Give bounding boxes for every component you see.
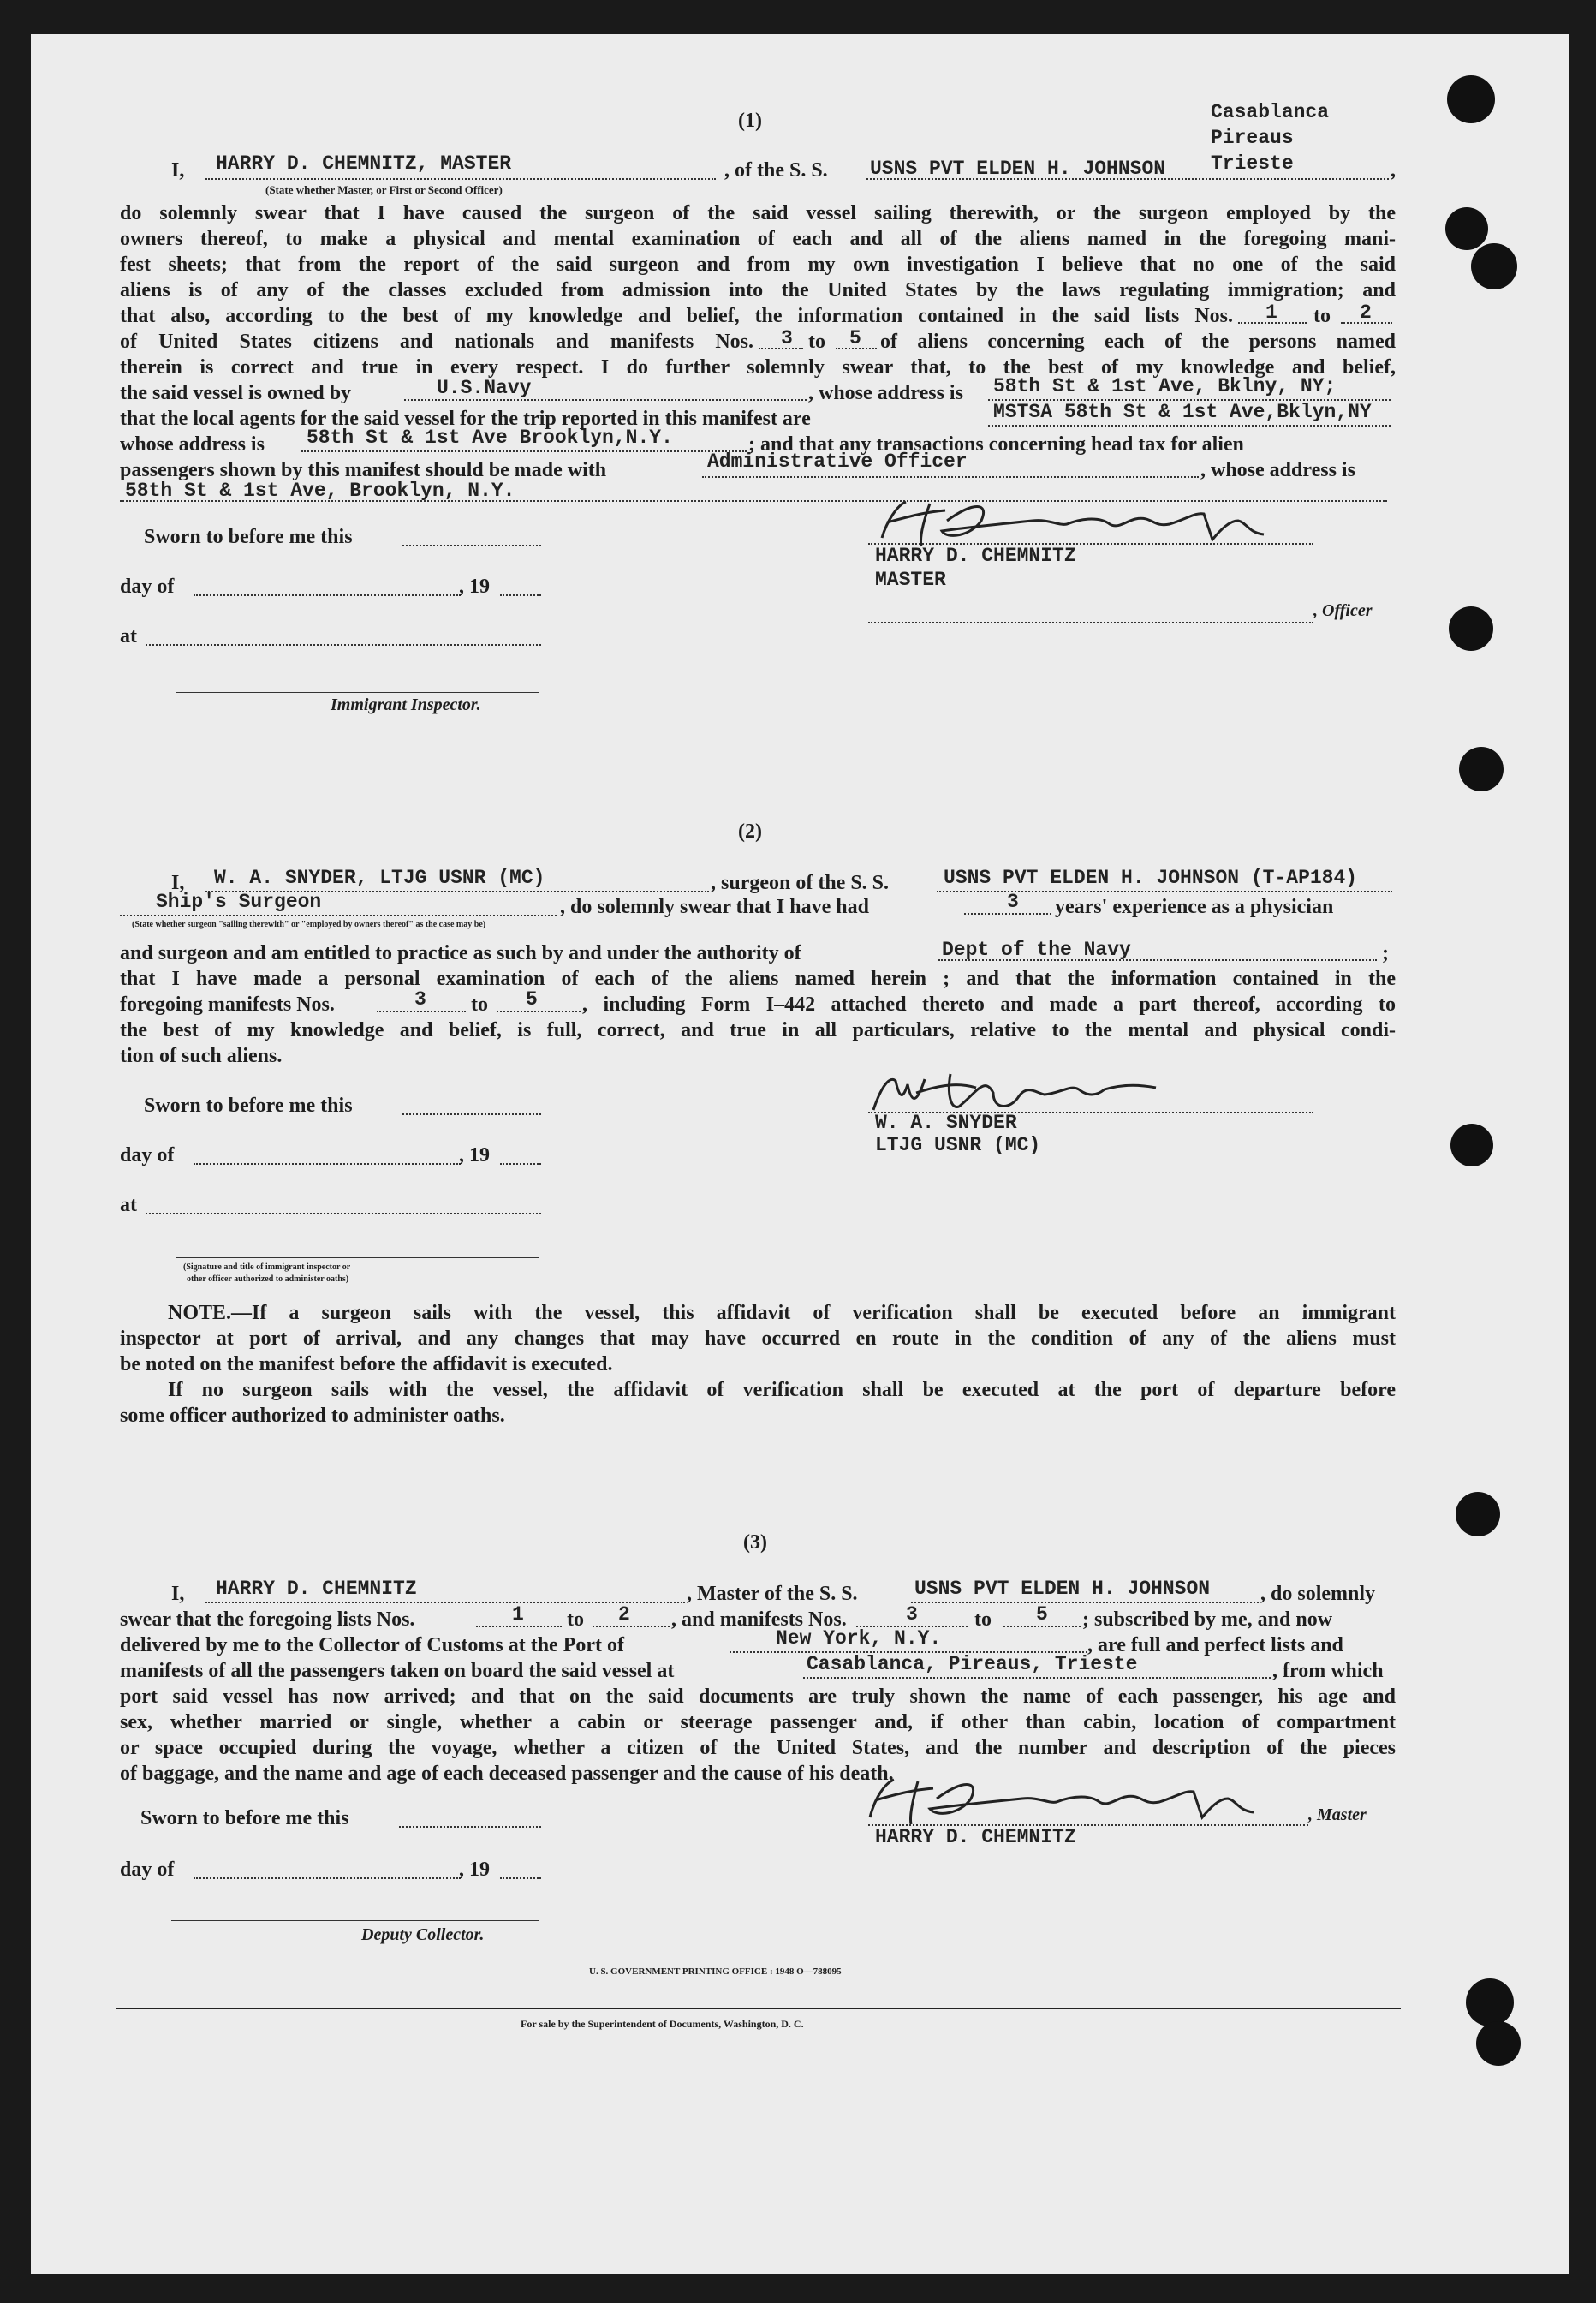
signature-line (171, 1920, 539, 1921)
fill-line (120, 915, 557, 916)
vessel-owner: U.S.Navy (437, 377, 532, 399)
text-label: to (1313, 305, 1331, 327)
text-label: to (808, 331, 825, 353)
body-line: that also, according to the best of my knowledge and belief, the information contained in the said lists Nos. (120, 305, 1233, 327)
fill-line (1003, 1626, 1081, 1627)
officer-address: 58th St & 1st Ave, Brooklyn, N.Y. (125, 480, 515, 502)
body-line: do solemnly swear that I have caused the surgeon of the said vessel sailing therewith, or the surgeon employed by the (120, 202, 1396, 224)
fill-line (964, 913, 1051, 915)
port-item: Casablanca (1211, 101, 1330, 123)
text-label: , do solemnly (1260, 1583, 1376, 1605)
text-label: , (1391, 159, 1396, 182)
years-experience: 3 (1007, 891, 1019, 913)
punch-hole (1449, 606, 1493, 651)
text-label: I, (171, 872, 185, 894)
text-label: delivered by me to the Collector of Customs at the Port of (120, 1634, 624, 1656)
text-label: to (471, 993, 488, 1016)
text-label: , do solemnly swear that I have had (560, 896, 869, 918)
list-to: 2 (1360, 301, 1372, 324)
body-line: of United States citizens and nationals and manifests Nos. (120, 331, 753, 353)
punch-hole (1456, 1492, 1500, 1536)
text-label: to (974, 1608, 992, 1631)
at-label: at (120, 1194, 137, 1216)
text-label: , from which (1272, 1660, 1384, 1682)
text-label: years' experience as a physician (1055, 896, 1334, 918)
port-item: Pireaus (1211, 127, 1294, 149)
note-line: inspector at port of arrival, and any changes that may have occurred en route in the condition of any of the aliens must (120, 1328, 1396, 1350)
sale-line: For sale by the Superintendent of Documents, Washington, D. C. (521, 2018, 804, 2030)
signer-title: LTJG USNR (MC) (875, 1134, 1041, 1156)
punch-hole (1476, 2021, 1521, 2066)
text-label: , are full and perfect lists and (1087, 1634, 1343, 1656)
field-caption: other officer authorized to administer oaths) (187, 1274, 349, 1284)
signer-title: MASTER (875, 569, 946, 591)
signer-name: HARRY D. CHEMNITZ (875, 545, 1076, 567)
signer-name: HARRY D. CHEMNITZ (875, 1826, 1076, 1848)
text-label: ; subscribed by me, and now (1082, 1608, 1333, 1631)
gpo-line: U. S. GOVERNMENT PRINTING OFFICE : 1948 O—788095 (589, 1966, 842, 1977)
list-from: 1 (1265, 301, 1277, 324)
year-label: , 19 (459, 1859, 490, 1881)
field-caption: (State whether Master, or First or Second Officer) (265, 183, 503, 196)
text-label: , whose address is (1200, 459, 1355, 481)
fill-line (937, 891, 1392, 892)
body-line: owners thereof, to make a physical and mental examination of each and all of the aliens named in the foregoing mani- (120, 228, 1396, 250)
text-label: and surgeon and am entitled to practice as such by and under the authority of (120, 942, 801, 964)
list-to: 2 (618, 1603, 630, 1626)
vessel-name: USNS PVT ELDEN H. JOHNSON (914, 1578, 1211, 1600)
fill-line (205, 1602, 685, 1603)
sworn-label: Sworn to before me this (144, 526, 353, 548)
text-label: whose address is (120, 433, 265, 456)
body-line: , including Form I–442 attached thereto and made a part thereof, according to (582, 993, 1396, 1016)
master-name: HARRY D. CHEMNITZ, MASTER (216, 152, 512, 175)
text-label: I, (171, 159, 185, 182)
master-name: HARRY D. CHEMNITZ (216, 1578, 417, 1600)
body-line: therein is correct and true in every respect. I do further solemnly swear that, to the best of my knowledge and belief, (120, 356, 1396, 379)
officer-label: , Officer (1313, 601, 1373, 620)
body-line: that I have made a personal examination of each of the aliens named herein ; and that the information contained in the (120, 968, 1396, 990)
body-line: aliens is of any of the classes excluded from admission into the United States by the laws regulating immigration; and (120, 279, 1396, 301)
body-line: tion of such aliens. (120, 1045, 283, 1067)
body-line: port said vessel has now arrived; and that on the said documents are truly shown the name of each passenger, his age and (120, 1685, 1396, 1708)
fill-line (377, 1011, 466, 1012)
text-label: foregoing manifests Nos. (120, 993, 335, 1016)
punch-hole (1450, 1124, 1493, 1166)
section-number: (1) (738, 110, 762, 132)
fill-line (500, 1877, 541, 1879)
signer-name: W. A. SNYDER (875, 1112, 1017, 1134)
fill-line (702, 476, 1199, 478)
text-label: that the local agents for the said vessel for the trip reported in this manifest are (120, 408, 811, 430)
head-tax-officer: Administrative Officer (707, 450, 968, 473)
fill-line (402, 545, 541, 546)
text-label: swear that the foregoing lists Nos. (120, 1608, 415, 1631)
fill-line (399, 1826, 541, 1828)
fill-line (194, 1877, 461, 1879)
note-line: NOTE.—If a surgeon sails with the vessel, this affidavit of verification shall be executed before an immigrant (168, 1302, 1396, 1324)
manifest-from: 3 (906, 1603, 918, 1626)
text-label: the said vessel is owned by (120, 382, 352, 404)
fill-line (205, 178, 716, 180)
body-line: fest sheets; that from the report of the said surgeon and from my own investigation I believe that no one of the said (120, 254, 1396, 276)
agent-address: 58th St & 1st Ave Brooklyn,N.Y. (307, 427, 673, 449)
fill-line (803, 1677, 1271, 1679)
signature-line (176, 1257, 539, 1258)
signature-line (176, 692, 539, 693)
fill-line (500, 1163, 541, 1165)
fill-line (146, 1213, 541, 1214)
punch-hole (1471, 243, 1517, 289)
fill-line (476, 1626, 562, 1627)
list-from: 1 (512, 1603, 524, 1626)
fill-line (593, 1626, 670, 1627)
authority: Dept of the Navy (942, 939, 1131, 961)
vessel-name: USNS PVT ELDEN H. JOHNSON (870, 158, 1166, 180)
fill-line (497, 1011, 581, 1012)
field-caption: (Signature and title of immigrant inspector or (183, 1262, 351, 1272)
sworn-label: Sworn to before me this (140, 1807, 349, 1829)
punch-hole (1447, 75, 1495, 123)
sworn-label: Sworn to before me this (144, 1095, 353, 1117)
section-number: (3) (743, 1531, 767, 1554)
text-label: , Master of the S. S. (687, 1583, 858, 1605)
text-label: passengers shown by this manifest should be made with (120, 459, 607, 481)
port-of-arrival: New York, N.Y. (776, 1627, 942, 1650)
year-label: , 19 (459, 1144, 490, 1166)
body-line: sex, whether married or single, whether a cabin or steerage passenger and, if other than cabin, location of compartment (120, 1711, 1396, 1733)
punch-hole (1445, 207, 1488, 250)
text-label: ; (1382, 942, 1389, 964)
text-label: ; and that any transactions concerning head tax for alien (748, 433, 1244, 456)
text-label: to (567, 1608, 584, 1631)
vessel-name: USNS PVT ELDEN H. JOHNSON (T-AP184) (944, 867, 1358, 889)
text-label: , of the S. S. (724, 159, 828, 182)
section-number: (2) (738, 820, 762, 843)
collector-caption: Deputy Collector. (361, 1925, 485, 1944)
owner-address: 58th St & 1st Ave, Bklny, NY; (993, 375, 1337, 397)
fill-line (194, 594, 461, 596)
manifest-from: 3 (781, 327, 793, 349)
fill-line (194, 1163, 461, 1165)
manifest-from: 3 (414, 988, 426, 1011)
body-line: or space occupied during the voyage, whether a citizen of the United States, and the number and description of the pieces (120, 1737, 1396, 1759)
fill-line (868, 622, 1313, 623)
local-agents: MSTSA 58th St & 1st Ave,Bklyn,NY (993, 401, 1372, 423)
fill-line (146, 644, 541, 646)
fill-line (500, 594, 541, 596)
fill-line (911, 1602, 1259, 1603)
departure-ports: Casablanca, Pireaus, Trieste (807, 1653, 1138, 1675)
fill-line (988, 425, 1391, 427)
fill-line (301, 450, 747, 452)
day-label: day of (120, 1144, 175, 1166)
day-label: day of (120, 576, 175, 598)
note-line: some officer authorized to administer oaths. (120, 1405, 505, 1427)
at-label: at (120, 625, 137, 647)
text-label: , surgeon of the S. S. (711, 872, 890, 894)
year-label: , 19 (459, 576, 490, 598)
fill-line (404, 399, 807, 401)
manifest-to: 5 (1036, 1603, 1048, 1626)
note-line: If no surgeon sails with the vessel, the affidavit of verification shall be executed at the port of departure before (168, 1379, 1396, 1401)
fill-line (402, 1113, 541, 1115)
inspector-caption: Immigrant Inspector. (331, 695, 481, 714)
body-line: of aliens concerning each of the persons named (880, 331, 1396, 353)
note-line: be noted on the manifest before the affidavit is executed. (120, 1353, 613, 1375)
port-item: Trieste (1211, 152, 1294, 175)
manifest-to: 5 (849, 327, 861, 349)
day-label: day of (120, 1859, 175, 1881)
surgeon-type: Ship's Surgeon (156, 891, 322, 913)
master-label: , Master (1308, 1805, 1367, 1824)
text-label: , and manifests Nos. (671, 1608, 847, 1631)
body-line: of baggage, and the name and age of each deceased passenger and the cause of his death. (120, 1763, 894, 1785)
field-caption: (State whether surgeon "sailing therewith" or "employed by owners thereof" as the case may be) (132, 920, 486, 929)
body-line: the best of my knowledge and belief, is full, correct, and true in all particulars, relative to the mental and physical condi- (120, 1019, 1396, 1041)
surgeon-name: W. A. SNYDER, LTJG USNR (MC) (214, 867, 545, 889)
punch-hole (1459, 747, 1504, 791)
manifest-to: 5 (526, 988, 538, 1011)
footer-rule (116, 2008, 1401, 2009)
text-label: , whose address is (808, 382, 963, 404)
punch-hole (1466, 1978, 1514, 2026)
text-label: I, (171, 1583, 185, 1605)
text-label: manifests of all the passengers taken on board the said vessel at (120, 1660, 675, 1682)
